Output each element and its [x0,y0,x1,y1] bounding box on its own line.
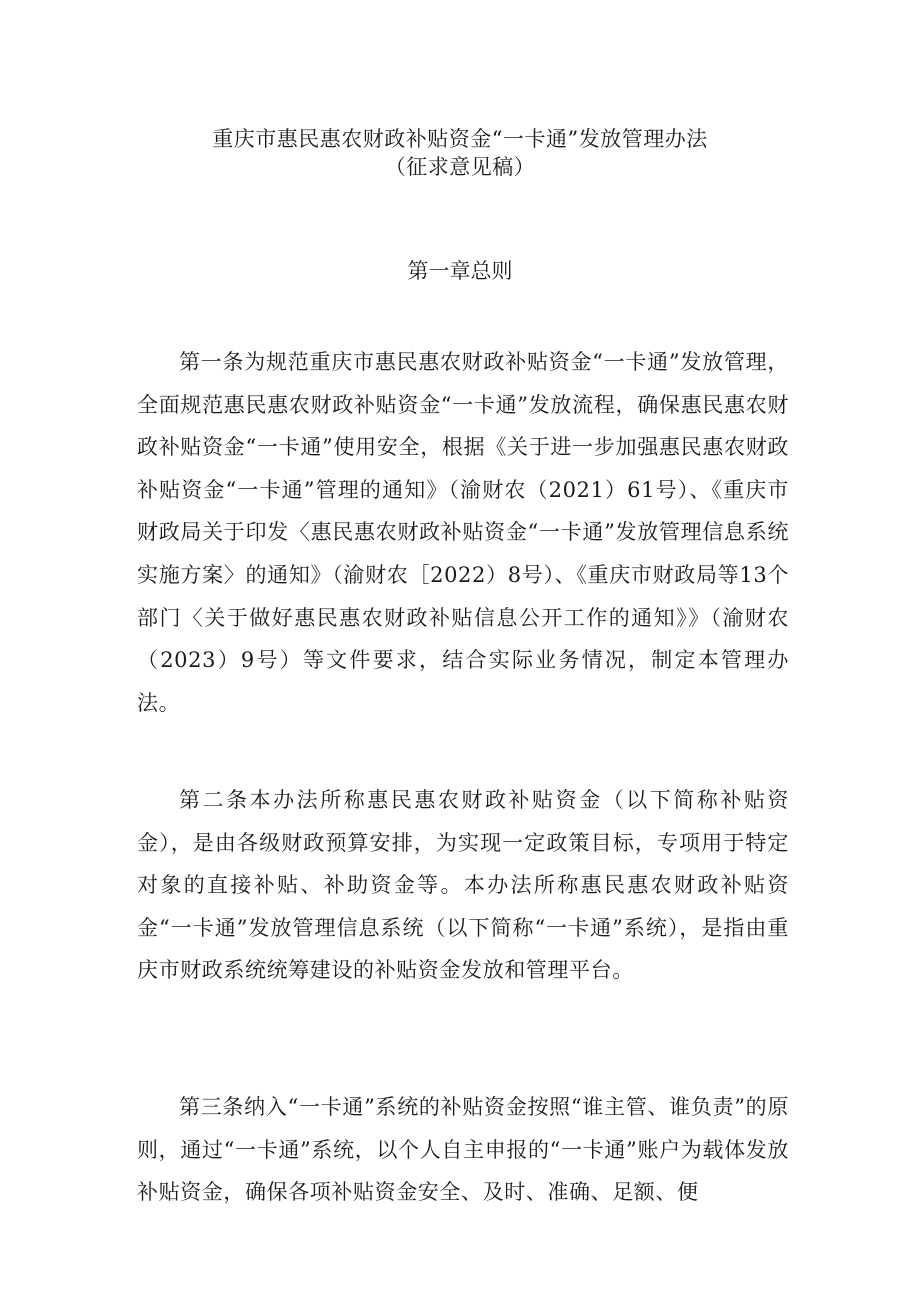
article-2-paragraph: 第二条本办法所称惠民惠农财政补贴资金（以下简称补贴资金），是由各级财政预算安排，为实现一定政策目标，专项用于特定对象的直接补贴、补助资金等。本办法所称惠民惠农财政补贴资金“一卡通”发放管理信息系统（以下简称“一卡通”系统），是指由重庆市财政系统统筹建设的补贴资金发放和管理平台。 [137,788,789,983]
article-1-paragraph: 第一条为规范重庆市惠民惠农财政补贴资金“一卡通”发放管理，全面规范惠民惠农财政补贴资金“一卡通”发放流程，确保惠民惠农财政补贴资金“一卡通”使用安全，根据《关于进一步加强惠民惠农财政补贴资金“一卡通”管理的通知》（渝财农（2021）61号）、《重庆市财政局关于印发〈惠民惠农财政补贴资金“一卡通”发放管理信息系统实施方案〉的通知》（渝财农［2022）8号）、《重庆市财政局等13个部门〈关于做好惠民惠农财政补贴信息公开工作的通知》》（渝财农（2023）9号）等文件要求，结合实际业务情况，制定本管理办法。 [137,350,789,715]
article-3-paragraph: 第三条纳入“一卡通”系统的补贴资金按照“谁主管、谁负责”的原则，通过“一卡通”系统，以个人自主申报的“一卡通”账户为载体发放补贴资金，确保各项补贴资金安全、及时、准确、足额、便 [137,1095,789,1205]
chapter-heading: 第一章总则 [407,259,513,283]
document-subtitle: （征求意见稿） [384,155,536,179]
document-title: 重庆市惠民惠农财政补贴资金“一卡通”发放管理办法 [212,127,708,151]
